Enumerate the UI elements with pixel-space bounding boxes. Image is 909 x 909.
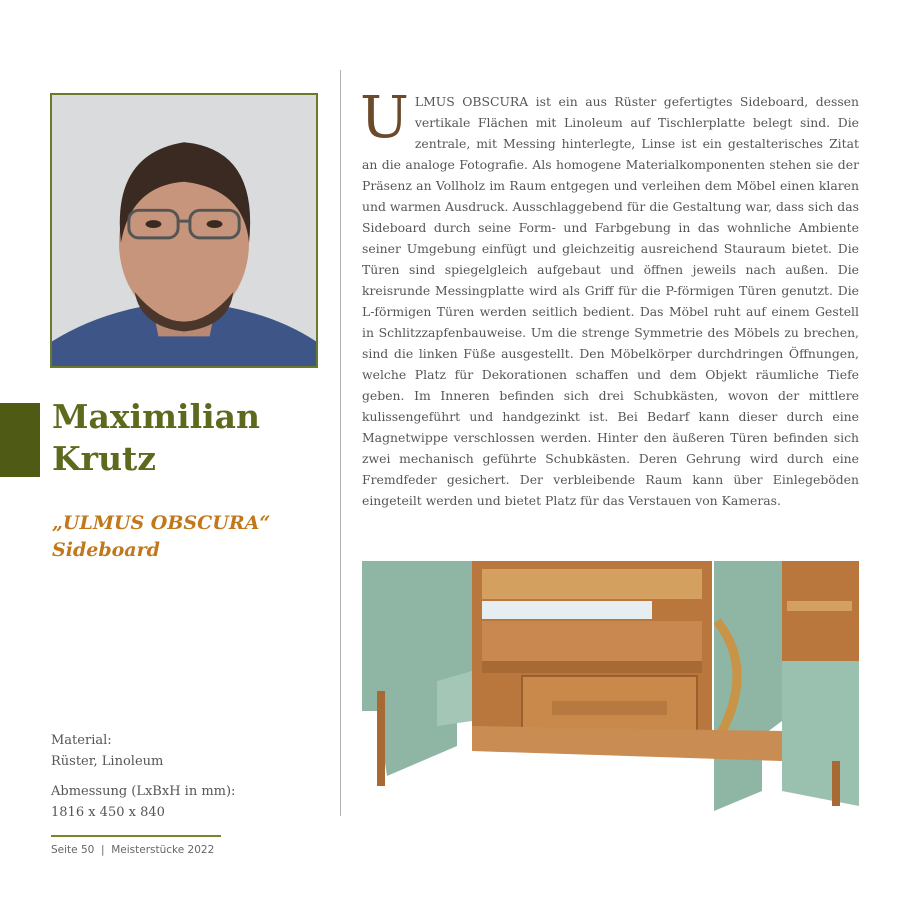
designer-first-name: Maximilian <box>52 397 261 436</box>
description-text <box>360 83 859 511</box>
material-label: Material: <box>51 733 112 748</box>
dropcap: U <box>360 83 409 151</box>
specifications <box>51 730 311 832</box>
piece-name: „ULMUS OBSCURA“ <box>52 512 271 534</box>
piece-title <box>52 510 332 564</box>
dimension-value: 1816 x 450 x 840 <box>51 805 165 820</box>
dimension-spec <box>51 781 311 823</box>
footer-rule <box>51 835 221 837</box>
material-spec <box>51 730 311 772</box>
sideboard-image <box>362 561 859 816</box>
accent-bar <box>0 403 40 477</box>
column-divider <box>340 70 341 816</box>
page-footer: Seite 50 | Meisterstücke 2022 <box>51 844 215 856</box>
designer-name <box>52 396 332 480</box>
designer-portrait <box>50 93 318 368</box>
piece-type: Sideboard <box>52 539 160 561</box>
dimension-label: Abmessung (LxBxH in mm): <box>51 784 236 799</box>
designer-last-name: Krutz <box>52 439 157 478</box>
description-body: LMUS OBSCURA ist ein aus Rüster gefertigtes Sideboard, dessen vertikale Flächen mit Linoleum auf Tischlerplatte belegt sind. Die zentrale, mit Messing hinterlegte, Linse ist ein gestalterisches Zitat an die analoge Fotografie. Als homogene Materialkomponenten stehen sie der Präsenz an Vollholz im Raum entgegen und verleihen dem Möbel einen klaren und warmen Ausdruck. Ausschlaggebend für die Gestaltung war, dass sich das Sideboard durch seine Form- und Farbgebung in das wohnliche Ambiente seiner Umgebung einfügt und gleichzeitig ausreichend Stauraum bietet. Die Türen sind spiegelgleich aufgebaut und öffnen jeweils nach außen. Die kreisrunde Messingplatte wird als Griff für die P-förmigen Türen genutzt. Die L-förmigen Türen werden seitlich bedient. Das Möbel ruht auf einem Gestell in Schlitzzapfenbauweise. Um die strenge Symmetrie des Möbels zu brechen, sind die linken Füße ausgestellt. Den Möbelkörper durchdringen Öffnungen, welche Platz für Dekorationen schaffen und dem Objekt räumliche Tiefe geben. Im Inneren befinden sich drei Schubkästen, wovon der mittlere kulissengeführt und handgezinkt ist. Bei Bedarf kann dieser durch eine Magnetwippe verschlossen werden. Hinter den äußeren Türen befinden sich zwei mechanisch geführte Schubkästen. Deren Gehrung wird durch eine Fremdfeder gesichert. Der verbleibende Raum kann über Einlegeböden eingeteilt werden und bietet Platz für das Verstauen von Kameras. <box>362 94 859 508</box>
sideboard-photo <box>362 561 859 816</box>
material-value: Rüster, Linoleum <box>51 754 164 769</box>
portrait-photo <box>52 95 316 366</box>
